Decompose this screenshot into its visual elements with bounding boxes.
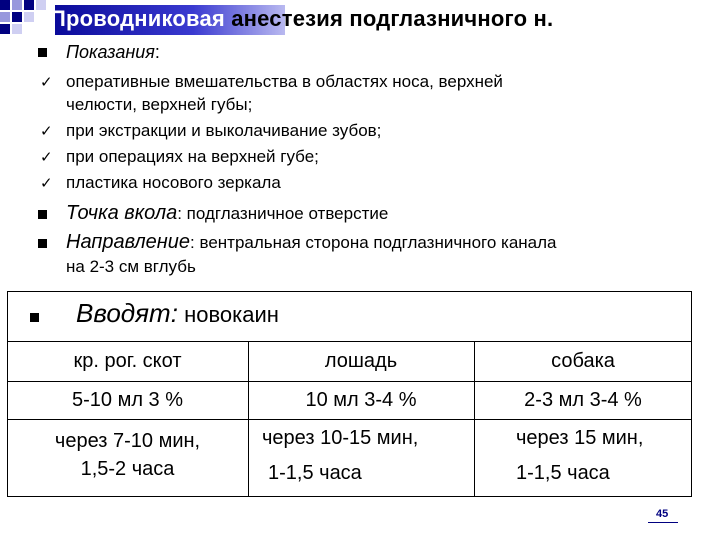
decor-square-7 (36, 0, 46, 10)
table-header-horse: лошадь (324, 350, 398, 372)
injection-point-line (66, 202, 388, 225)
table-top-border (7, 341, 692, 342)
decor-square-1 (0, 0, 10, 10)
indication-item: при операциях на верхней губе; (66, 147, 319, 166)
indications-label: Показания (66, 42, 155, 62)
decor-square-3 (24, 0, 34, 10)
decor-square-2 (12, 0, 22, 10)
slide-title (50, 6, 553, 32)
injection-point-value: : подглазничное отверстие (177, 204, 389, 223)
table-dose-cattle: 5-10 мл 3 % (71, 389, 184, 411)
check-icon: ✓ (40, 123, 53, 140)
page-number-underline (648, 522, 678, 523)
table-dose-dog: 2-3 мл 3-4 % (524, 389, 642, 411)
direction-value: : вентральная сторона подглазничного канала (190, 233, 557, 252)
check-icon: ✓ (40, 175, 53, 192)
decor-square-5 (12, 12, 22, 22)
indication-item: пластика носового зеркала (66, 173, 281, 192)
indications-colon: : (154, 42, 160, 62)
indication-item: оперативные вмешательства в областях носа, верхней (66, 72, 503, 91)
table-header-dog: собака (551, 350, 615, 372)
table-timing-dog-line2: 1-1,5 часа (516, 462, 610, 484)
indications-heading (66, 42, 160, 63)
check-icon: ✓ (40, 149, 53, 166)
table-row-divider (7, 419, 692, 420)
table-timing-cattle-line2: 1,5-2 часа (80, 458, 175, 480)
slide-title-part2: анестезия подглазничного н. (224, 6, 554, 31)
injection-point-label: Точка вкола (66, 202, 178, 224)
table-header-cattle: кр. рог. скот (73, 350, 182, 372)
square-bullet-icon (38, 210, 47, 219)
direction-line (66, 231, 557, 254)
table-timing-cattle-line1: через 7-10 мин, (54, 430, 201, 452)
direction-label: Направление (66, 231, 191, 253)
square-bullet-icon (38, 48, 47, 57)
direction-value-continued: на 2-3 см вглубь (66, 257, 196, 276)
table-row-divider (7, 381, 692, 382)
indication-item: при экстракции и выколачивание зубов; (66, 121, 382, 140)
square-bullet-icon (38, 239, 47, 248)
administer-label: Вводят: (76, 298, 178, 328)
decor-square-4 (0, 12, 10, 22)
page-number: 45 (656, 508, 669, 520)
administer-line (76, 298, 279, 329)
table-timing-dog-line1: через 15 мин, (516, 427, 644, 449)
table-timing-horse-line2: 1-1,5 часа (268, 462, 362, 484)
decor-square-8 (24, 12, 34, 22)
administer-value: новокаин (177, 302, 279, 327)
table-dose-horse: 10 мл 3-4 % (305, 389, 417, 411)
decor-square-6 (0, 24, 10, 34)
table-timing-horse-line1: через 10-15 мин, (262, 427, 419, 449)
slide-title-part1: Проводниковая (50, 6, 225, 31)
check-icon: ✓ (40, 74, 53, 91)
square-bullet-icon (30, 313, 39, 322)
decor-square-9 (12, 24, 22, 34)
indication-item: челюсти, верхней губы; (66, 95, 253, 114)
